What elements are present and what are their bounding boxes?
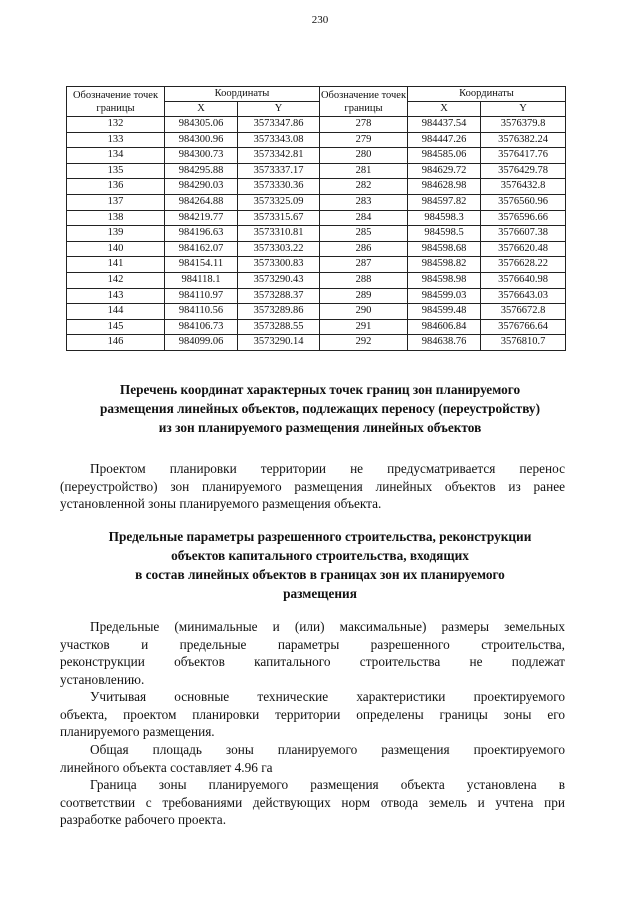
paragraph-line: соответствии с требованиями действующих норм отвода земель и учтена при bbox=[60, 794, 565, 810]
cell-y-left: 3573347.86 bbox=[238, 117, 320, 133]
cell-y-right: 3576766.64 bbox=[481, 319, 566, 335]
cell-point-right: 283 bbox=[320, 194, 408, 210]
cell-point-right: 292 bbox=[320, 335, 408, 351]
cell-x-left: 984099.06 bbox=[165, 335, 238, 351]
cell-x-left: 984300.73 bbox=[165, 148, 238, 164]
cell-x-left: 984290.03 bbox=[165, 179, 238, 195]
heading-line: объектов капитального строительства, входящих bbox=[171, 548, 469, 563]
cell-point-right: 288 bbox=[320, 272, 408, 288]
coordinates-header-right: Координаты bbox=[408, 87, 566, 102]
cell-y-right: 3576643.03 bbox=[481, 288, 566, 304]
cell-point-left: 140 bbox=[67, 241, 165, 257]
cell-x-right: 984599.48 bbox=[408, 304, 481, 320]
cell-x-left: 984305.06 bbox=[165, 117, 238, 133]
cell-x-right: 984598.98 bbox=[408, 272, 481, 288]
table-row bbox=[67, 210, 566, 226]
coordinates-table-body bbox=[67, 117, 566, 351]
table-row bbox=[67, 163, 566, 179]
cell-y-left: 3573342.81 bbox=[238, 148, 320, 164]
table-row bbox=[67, 257, 566, 273]
section2-paragraph-4 bbox=[60, 776, 565, 829]
heading-line: Перечень координат характерных точек границ зон планируемого bbox=[119, 382, 521, 397]
cell-x-left: 984154.11 bbox=[165, 257, 238, 273]
cell-x-left: 984264.88 bbox=[165, 194, 238, 210]
table-row bbox=[67, 179, 566, 195]
cell-y-left: 3573325.09 bbox=[238, 194, 320, 210]
cell-y-left: 3573315.67 bbox=[238, 210, 320, 226]
cell-point-left: 136 bbox=[67, 179, 165, 195]
cell-y-left: 3573288.37 bbox=[238, 288, 320, 304]
cell-y-right: 3576620.48 bbox=[481, 241, 566, 257]
cell-y-right: 3576432.8 bbox=[481, 179, 566, 195]
table-row bbox=[67, 117, 566, 133]
cell-point-left: 143 bbox=[67, 288, 165, 304]
section2-paragraph-1 bbox=[60, 618, 565, 688]
paragraph-line: Предельные (минимальные и (или) максимальные) размеры земельных bbox=[90, 619, 565, 634]
cell-y-right: 3576382.24 bbox=[481, 132, 566, 148]
cell-point-right: 285 bbox=[320, 226, 408, 242]
heading-line: размещения bbox=[283, 586, 357, 601]
cell-point-left: 142 bbox=[67, 272, 165, 288]
table-row bbox=[67, 304, 566, 320]
cell-y-right: 3576417.76 bbox=[481, 148, 566, 164]
paragraph-line: Проектом планировки территории не предусматривается перенос bbox=[90, 461, 565, 476]
cell-point-right: 286 bbox=[320, 241, 408, 257]
paragraph-line: участков и предельные параметры разрешенного строительства, bbox=[60, 636, 565, 652]
cell-x-right: 984437.54 bbox=[408, 117, 481, 133]
cell-x-left: 984162.07 bbox=[165, 241, 238, 257]
cell-point-left: 138 bbox=[67, 210, 165, 226]
cell-x-right: 984597.82 bbox=[408, 194, 481, 210]
cell-x-right: 984598.3 bbox=[408, 210, 481, 226]
cell-x-left: 984110.56 bbox=[165, 304, 238, 320]
paragraph-line: установлению. bbox=[60, 671, 145, 687]
section1-paragraph bbox=[60, 460, 565, 513]
section1-heading bbox=[50, 380, 590, 437]
y-header-left: Y bbox=[238, 102, 320, 117]
cell-point-right: 278 bbox=[320, 117, 408, 133]
cell-y-right: 3576628.22 bbox=[481, 257, 566, 273]
cell-x-right: 984629.72 bbox=[408, 163, 481, 179]
cell-x-right: 984599.03 bbox=[408, 288, 481, 304]
cell-x-right: 984585.06 bbox=[408, 148, 481, 164]
cell-y-left: 3573288.55 bbox=[238, 319, 320, 335]
cell-point-right: 280 bbox=[320, 148, 408, 164]
table-row bbox=[67, 335, 566, 351]
paragraph-line: Учитывая основные технические характеристики проектируемого bbox=[90, 689, 565, 704]
cell-y-right: 3576810.7 bbox=[481, 335, 566, 351]
x-header-right: X bbox=[408, 102, 481, 117]
table-row bbox=[67, 241, 566, 257]
paragraph-line: линейного объекта составляет 4.96 га bbox=[60, 759, 273, 775]
cell-y-left: 3573290.14 bbox=[238, 335, 320, 351]
cell-point-right: 284 bbox=[320, 210, 408, 226]
cell-y-right: 3576429.78 bbox=[481, 163, 566, 179]
cell-x-left: 984118.1 bbox=[165, 272, 238, 288]
cell-y-left: 3573290.43 bbox=[238, 272, 320, 288]
cell-x-left: 984110.97 bbox=[165, 288, 238, 304]
cell-y-right: 3576560.96 bbox=[481, 194, 566, 210]
table-row bbox=[67, 194, 566, 210]
cell-x-right: 984598.82 bbox=[408, 257, 481, 273]
cell-point-left: 141 bbox=[67, 257, 165, 273]
heading-line: Предельные параметры разрешенного строительства, реконструкции bbox=[108, 529, 532, 544]
table-row bbox=[67, 272, 566, 288]
paragraph-line: разработке рабочего проекта. bbox=[60, 812, 227, 827]
cell-x-right: 984598.68 bbox=[408, 241, 481, 257]
cell-x-left: 984219.77 bbox=[165, 210, 238, 226]
cell-point-right: 289 bbox=[320, 288, 408, 304]
cell-x-right: 984606.84 bbox=[408, 319, 481, 335]
section2-heading bbox=[50, 527, 590, 603]
paragraph-line: Граница зоны планируемого размещения объекта установлена в bbox=[90, 777, 565, 792]
y-header-right: Y bbox=[481, 102, 566, 117]
cell-y-left: 3573337.17 bbox=[238, 163, 320, 179]
cell-point-left: 134 bbox=[67, 148, 165, 164]
cell-point-left: 139 bbox=[67, 226, 165, 242]
cell-point-left: 146 bbox=[67, 335, 165, 351]
cell-point-right: 290 bbox=[320, 304, 408, 320]
section2-paragraph-3 bbox=[60, 741, 565, 776]
table-row bbox=[67, 226, 566, 242]
coordinates-header-left: Координаты bbox=[165, 87, 320, 102]
paragraph-line: планируемого размещения. bbox=[60, 724, 215, 739]
table-row bbox=[67, 319, 566, 335]
cell-y-right: 3576672.8 bbox=[481, 304, 566, 320]
cell-point-right: 287 bbox=[320, 257, 408, 273]
table-row bbox=[67, 288, 566, 304]
paragraph-line: объекта, проектом планировки территории определены границы зоны его bbox=[60, 706, 565, 722]
coordinates-table bbox=[66, 86, 566, 351]
paragraph-line: Общая площадь зоны планируемого размещения проектируемого bbox=[90, 742, 565, 757]
cell-point-right: 281 bbox=[320, 163, 408, 179]
table-row bbox=[67, 148, 566, 164]
heading-line: из зон планируемого размещения линейных объектов bbox=[158, 420, 482, 435]
designation-header-left: Обозначение точек границы bbox=[67, 87, 165, 117]
cell-y-left: 3573300.83 bbox=[238, 257, 320, 273]
page-number: 230 bbox=[311, 14, 329, 26]
cell-point-right: 282 bbox=[320, 179, 408, 195]
cell-point-left: 137 bbox=[67, 194, 165, 210]
paragraph-line: реконструкции объектов капитального строительства не подлежат bbox=[60, 654, 565, 669]
paragraph-line: (переустройство) зон планируемого размещения линейных объектов из ранее bbox=[60, 478, 565, 494]
cell-x-left: 984300.96 bbox=[165, 132, 238, 148]
cell-x-right: 984447.26 bbox=[408, 132, 481, 148]
cell-y-right: 3576607.38 bbox=[481, 226, 566, 242]
heading-line: в состав линейных объектов в границах зон их планируемого bbox=[135, 567, 505, 582]
cell-x-right: 984628.98 bbox=[408, 179, 481, 195]
paragraph-line: установленной зоны планируемого размещения объекта. bbox=[60, 496, 382, 511]
cell-x-left: 984106.73 bbox=[165, 319, 238, 335]
x-header-left: X bbox=[165, 102, 238, 117]
cell-point-right: 279 bbox=[320, 132, 408, 148]
cell-point-left: 145 bbox=[67, 319, 165, 335]
cell-x-left: 984196.63 bbox=[165, 226, 238, 242]
cell-point-left: 135 bbox=[67, 163, 165, 179]
table-row bbox=[67, 132, 566, 148]
designation-header-right: Обозначение точек границы bbox=[320, 87, 408, 117]
cell-x-right: 984638.76 bbox=[408, 335, 481, 351]
heading-line: размещения линейных объектов, подлежащих переносу (переустройству) bbox=[99, 401, 541, 416]
cell-y-right: 3576640.98 bbox=[481, 272, 566, 288]
cell-point-left: 132 bbox=[67, 117, 165, 133]
cell-point-right: 291 bbox=[320, 319, 408, 335]
cell-point-left: 133 bbox=[67, 132, 165, 148]
cell-y-left: 3573343.08 bbox=[238, 132, 320, 148]
cell-y-right: 3576379.8 bbox=[481, 117, 566, 133]
cell-y-left: 3573303.22 bbox=[238, 241, 320, 257]
cell-y-left: 3573310.81 bbox=[238, 226, 320, 242]
section2-paragraph-2 bbox=[60, 688, 565, 741]
cell-point-left: 144 bbox=[67, 304, 165, 320]
cell-y-right: 3576596.66 bbox=[481, 210, 566, 226]
cell-x-right: 984598.5 bbox=[408, 226, 481, 242]
cell-y-left: 3573330.36 bbox=[238, 179, 320, 195]
cell-y-left: 3573289.86 bbox=[238, 304, 320, 320]
cell-x-left: 984295.88 bbox=[165, 163, 238, 179]
